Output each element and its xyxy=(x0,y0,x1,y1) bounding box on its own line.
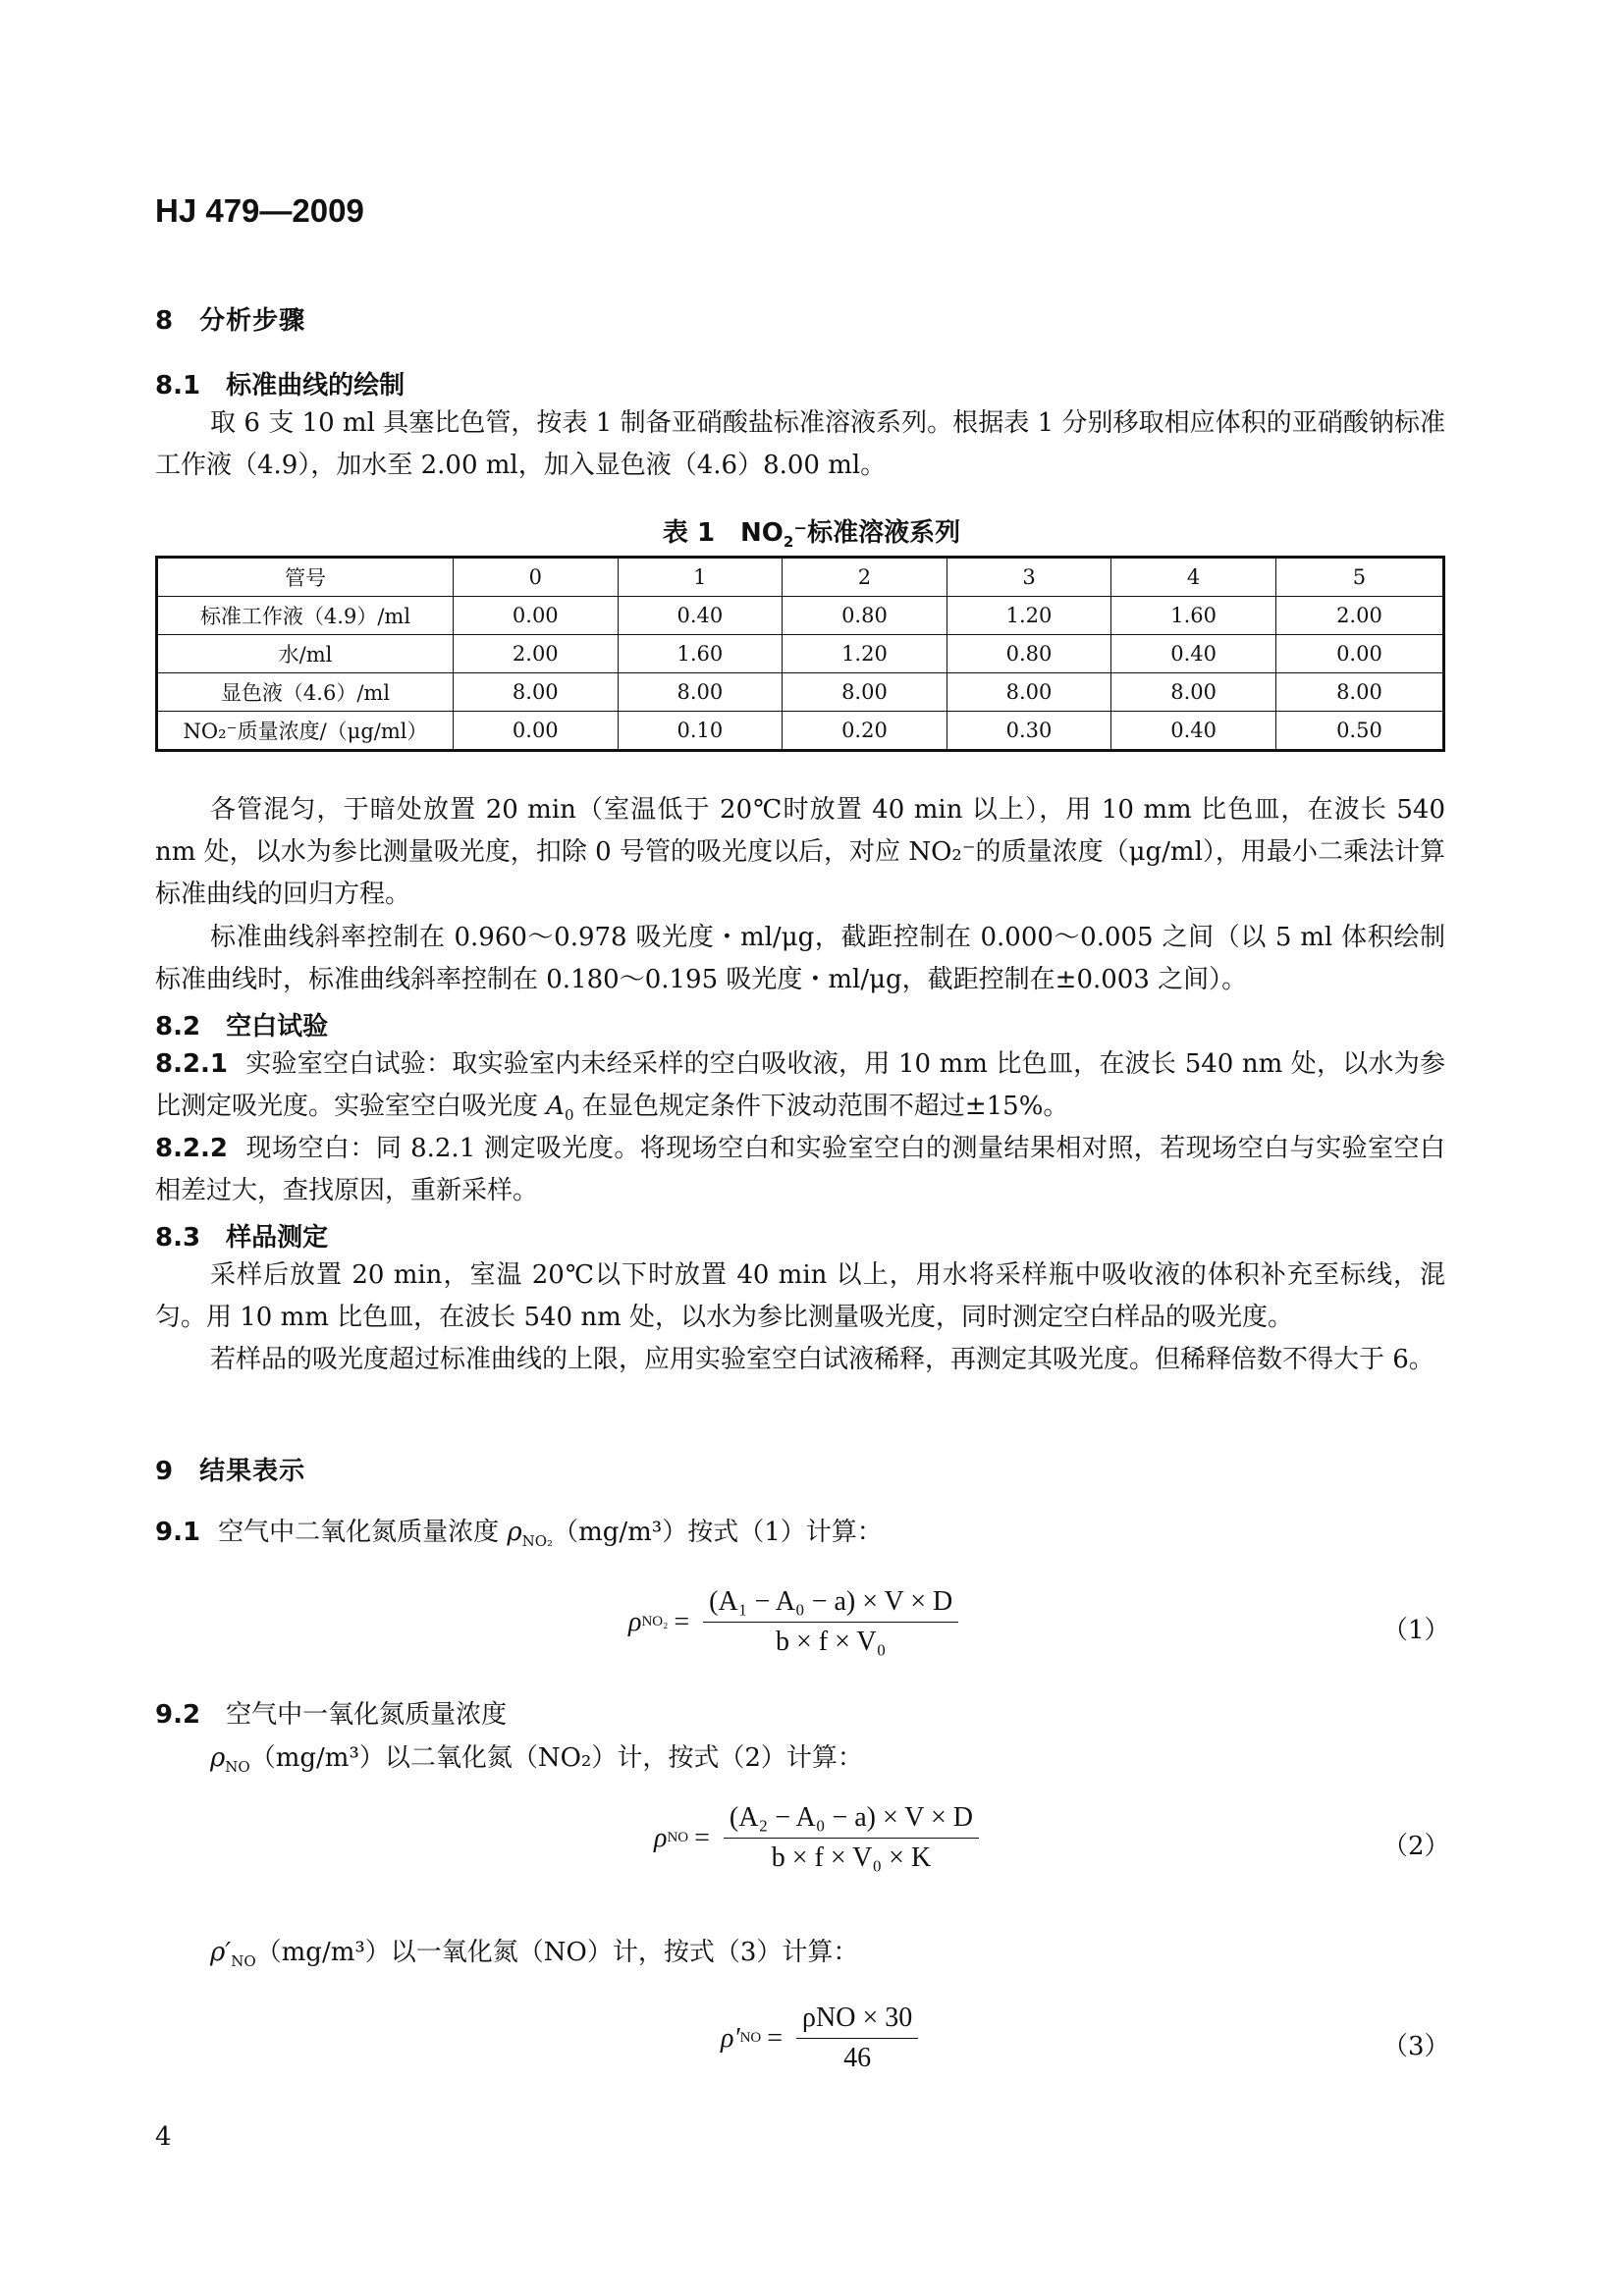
section-8-3-heading xyxy=(155,1217,328,1254)
table-cell: 1.20 xyxy=(947,597,1111,635)
table-cell: 0.50 xyxy=(1275,712,1443,751)
paragraph-8-3-a: 采样后放置 20 min，室温 20℃以下时放置 40 min 以上，用水将采样瓶中吸收液的体积补充至标线，混匀。用 10 mm 比色皿，在波长 540 nm 处，以水为参比测量吸光度，同时测定空白样品的吸光度。 xyxy=(155,1260,1445,1332)
paragraph-8-1-intro: 取 6 支 10 ml 具塞比色管，按表 1 制备亚硝酸盐标准溶液系列。根据表 1 分别移取相应体积的亚硝酸钠标准工作液（4.9），加水至 2.00 ml，加入显色液（4.6）8.00 ml。 xyxy=(155,408,1445,480)
table-cell: 2 xyxy=(783,558,947,597)
table-cell: 3 xyxy=(947,558,1111,597)
clause-text-end: （mg/m³）按式（1）计算： xyxy=(553,1518,883,1547)
paragraph-8-2-1 xyxy=(155,1043,1445,1137)
clause-number: 8.2.1 xyxy=(155,1049,229,1079)
table-cell: 0.40 xyxy=(1111,712,1276,751)
denominator: b × f × V₀ × K xyxy=(771,1842,932,1873)
table-cell: 0.80 xyxy=(947,635,1111,673)
section-title: 空白试验 xyxy=(226,1012,329,1041)
table-cell: 8.00 xyxy=(1111,673,1276,712)
table-cell: 1.60 xyxy=(618,635,783,673)
section-number: 8.1 xyxy=(155,371,201,400)
equation-3: ρ′ NO = $\frac{\text{ρNO × 30}}{46}$ xyxy=(721,2002,918,2074)
equation-1: ρ NO₂ = $\frac{\text{(A₁ − A₀ − a) × V × D}}{\text{b × f × V₀}}$ xyxy=(628,1586,958,1658)
variable-sub: 0 xyxy=(565,1106,574,1125)
section-8-heading xyxy=(155,300,305,337)
section-title: 样品测定 xyxy=(226,1223,329,1253)
section-8-2-heading xyxy=(155,1006,328,1042)
equation-number-2: （2） xyxy=(1382,1832,1450,1861)
table-cell: 显色液（4.6）/ml xyxy=(157,673,454,712)
standard-code-header: HJ 479—2009 xyxy=(155,192,364,229)
rho-prime-symbol: ρ′ xyxy=(210,1938,232,1967)
rho-symbol: ρ xyxy=(210,1743,226,1773)
table-cell: 0.00 xyxy=(454,712,619,751)
section-title: 结果表示 xyxy=(199,1457,306,1486)
section-number: 9.2 xyxy=(155,1700,201,1730)
table-cell: 1.60 xyxy=(1111,597,1276,635)
equation-2: ρ NO = $\frac{\text{(A₂ − A₀ − a) × V × D}}{\text{b × f × V₀ × K}}$ xyxy=(654,1802,979,1874)
eq-lhs-sub: NO₂ xyxy=(641,1614,669,1629)
section-9-2-heading xyxy=(155,1694,507,1731)
clause-text: 现场空白：同 8.2.1 测定吸光度。将现场空白和实验室空白的测量结果相对照，若现场空白与实验室空白相差过大，查找原因，重新采样。 xyxy=(155,1134,1445,1205)
section-number: 9 xyxy=(155,1457,175,1486)
table-cell: 1.20 xyxy=(783,635,947,673)
section-title: 空气中一氧化氮质量浓度 xyxy=(226,1700,508,1730)
table-cell: 8.00 xyxy=(454,673,619,712)
table-cell: 4 xyxy=(1111,558,1276,597)
table-row xyxy=(157,597,1444,635)
table-cell: 水/ml xyxy=(157,635,454,673)
clause-text: 实验室空白试验：取实验室内未经采样的空白吸收液，用 10 mm 比色皿，在波长 540 nm 处，以水为参比测定吸光度。实验室空白吸光度 xyxy=(155,1049,1445,1121)
fraction xyxy=(703,1586,958,1658)
rho-sub: NO₂ xyxy=(521,1532,554,1551)
equation-number-3: （3） xyxy=(1382,2032,1450,2061)
numerator: ρNO × 30 xyxy=(796,2002,918,2039)
table-cell: 0.80 xyxy=(783,597,947,635)
table-cell: 0 xyxy=(454,558,619,597)
table-cell: 2.00 xyxy=(1275,597,1443,635)
table-cell: 8.00 xyxy=(947,673,1111,712)
denominator: 46 xyxy=(843,2043,872,2073)
paragraph-8-3-b: 若样品的吸光度超过标准曲线的上限，应用实验室空白试液稀释，再测定其吸光度。但稀释倍数不得大于 6。 xyxy=(210,1345,1434,1374)
section-title: 标准曲线的绘制 xyxy=(226,371,406,400)
table-cell: 1 xyxy=(618,558,783,597)
section-title: 分析步骤 xyxy=(199,306,306,336)
table-row xyxy=(157,635,1444,673)
eq-lhs: ρ xyxy=(628,1606,642,1637)
fraction xyxy=(796,2002,918,2074)
rho-sub: NO xyxy=(225,1758,250,1777)
table-cell: 0.30 xyxy=(947,712,1111,751)
table-cell: 2.00 xyxy=(454,635,619,673)
section-number: 8.3 xyxy=(155,1223,201,1253)
table-1-caption xyxy=(0,512,1623,551)
numerator: (A₂ − A₀ − a) × V × D xyxy=(724,1802,979,1839)
table-cell: 管号 xyxy=(157,558,454,597)
table-cell: 0.00 xyxy=(454,597,619,635)
table-row xyxy=(157,673,1444,712)
paragraph-9-2-a xyxy=(155,1737,1445,1789)
clause-text: （mg/m³）以二氧化氮（NO₂）计，按式（2）计算： xyxy=(249,1743,863,1773)
table-cell: 标准工作液（4.9）/ml xyxy=(157,597,454,635)
section-9-heading xyxy=(155,1451,305,1487)
equation-number-1: （1） xyxy=(1382,1616,1450,1645)
section-number: 8 xyxy=(155,306,175,336)
eq-lhs-sub: NO xyxy=(667,1830,689,1845)
table-cell: 8.00 xyxy=(783,673,947,712)
variable-a: A xyxy=(546,1092,566,1121)
table-cell: 0.40 xyxy=(1111,635,1276,673)
section-number: 8.2 xyxy=(155,1012,201,1041)
rho-sub: NO xyxy=(231,1952,256,1971)
eq-lhs: ρ′ xyxy=(721,2022,740,2054)
table-row xyxy=(157,712,1444,751)
clause-number: 9.1 xyxy=(155,1518,201,1547)
table-cell: 0.00 xyxy=(1275,635,1443,673)
eq-lhs-sub: NO xyxy=(739,2030,762,2046)
section-8-1-heading xyxy=(155,365,405,401)
table-cell: 0.20 xyxy=(783,712,947,751)
caption-prefix: 表 1 NO xyxy=(662,518,784,548)
clause-number: 8.2.2 xyxy=(155,1134,229,1163)
table-1 xyxy=(155,556,1445,752)
paragraph-8-1-control: 标准曲线斜率控制在 0.960～0.978 吸光度・ml/μg，截距控制在 0.000～0.005 之间（以 5 ml 体积绘制标准曲线时，标准曲线斜率控制在 0.180～0.195 吸光度・ml/μg，截距控制在±0.003 之间）。 xyxy=(155,923,1445,994)
paragraph-8-1-procedure: 各管混匀，于暗处放置 20 min（室温低于 20℃时放置 40 min 以上），用 10 mm 比色皿，在波长 540 nm 处，以水为参比测量吸光度，扣除 0 号管的吸光度以后，对应 NO₂⁻的质量浓度（μg/ml），用最小二乘法计算标准曲线的回归方程。 xyxy=(155,795,1445,909)
caption-suffix: ⁻标准溶液系列 xyxy=(793,518,961,548)
table-cell: 5 xyxy=(1275,558,1443,597)
paragraph-9-1 xyxy=(155,1512,1445,1563)
table-header-row xyxy=(157,558,1444,597)
numerator: (A₁ − A₀ − a) × V × D xyxy=(703,1586,958,1623)
clause-text: （mg/m³）以一氧化氮（NO）计，按式（3）计算： xyxy=(255,1938,859,1967)
clause-text-end: 在显色规定条件下波动范围不超过±15%。 xyxy=(573,1092,1069,1121)
fraction xyxy=(724,1802,979,1874)
clause-text: 空气中二氧化氮质量浓度 xyxy=(218,1518,508,1547)
table-cell: 0.40 xyxy=(618,597,783,635)
denominator: b × f × V₀ xyxy=(776,1627,887,1657)
table-cell: 8.00 xyxy=(1275,673,1443,712)
paragraph-8-2-2 xyxy=(155,1128,1445,1212)
rho-symbol: ρ xyxy=(507,1518,522,1547)
table-cell: NO₂⁻质量浓度/（μg/ml） xyxy=(157,712,454,751)
caption-sub: 2 xyxy=(783,533,794,552)
paragraph-9-2-b xyxy=(155,1932,1445,1983)
table-cell: 0.10 xyxy=(618,712,783,751)
eq-lhs: ρ xyxy=(654,1822,668,1853)
table-cell: 8.00 xyxy=(618,673,783,712)
page-number: 4 xyxy=(155,2122,172,2152)
